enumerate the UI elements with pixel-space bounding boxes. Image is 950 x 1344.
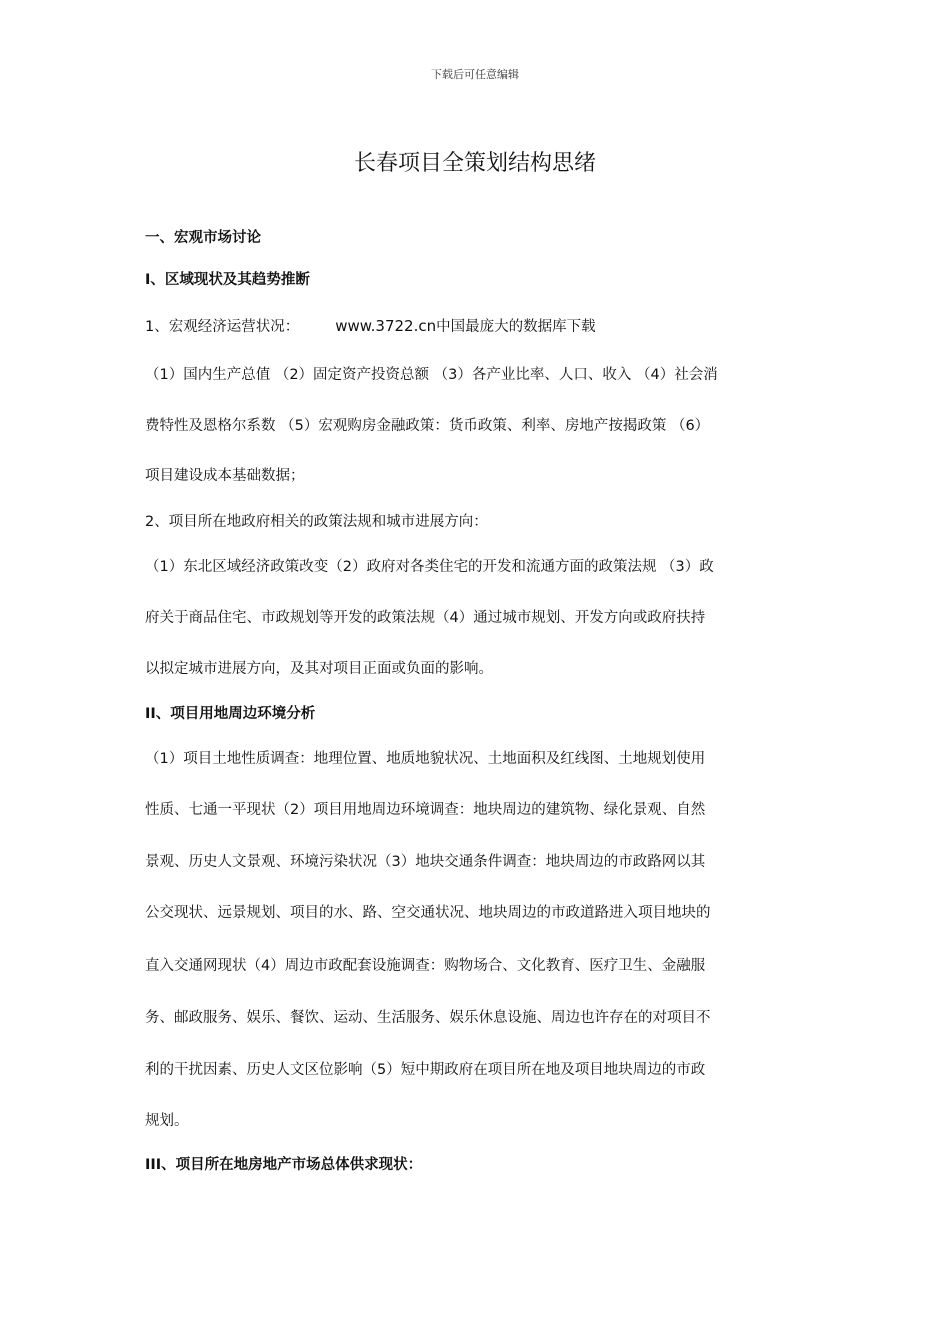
paragraph-line: 项目建设成本基础数据； [145,468,305,484]
paragraph-line: 府关于商品住宅、市政规划等开发的政策法规（4）通过城市规划、开发方向或政府扶持 [145,610,706,626]
paragraph-line: （1）项目土地性质调查：地理位置、地质地貌状况、土地面积及红线图、土地规划使用 [145,751,706,767]
item-label: 1、宏观经济运营状况： [145,319,300,335]
document-title: 长春项目全策划结构思绪 [353,151,596,176]
paragraph-line: 规划。 [145,1113,189,1129]
section-heading: 一、宏观市场讨论 [145,230,261,246]
paragraph-line: 公交现状、远景规划、项目的水、路、空交通状况、地块周边的市政道路进入项目地块的 [145,905,711,921]
header-note: 下载后可任意编辑 [431,68,519,81]
paragraph-line: 直入交通网现状（4）周边市政配套设施调查：购物场合、文化教育、医疗卫生、金融服 [145,958,706,974]
paragraph-line: 利的干扰因素、历史人文区位影响（5）短中期政府在项目所在地及项目地块周边的市政 [145,1062,706,1078]
subsection-heading: II、项目用地周边环境分析 [145,706,316,722]
paragraph-line: 务、邮政服务、娱乐、餐饮、运动、生活服务、娱乐休息设施、周边也许存在的对项目不 [145,1010,711,1026]
paragraph-line: （1）东北区域经济政策改变（2）政府对各类住宅的开发和流通方面的政策法规 （3）政 [145,559,714,575]
website-link[interactable]: www.3722.cn [335,317,437,335]
paragraph-line: 以拟定城市进展方向，及其对项目正面或负面的影响。 [145,661,493,677]
website-caption: 中国最庞大的数据库下载 [436,319,596,335]
item-heading [145,316,807,337]
paragraph-line: 性质、七通一平现状（2）项目用地周边环境调查：地块周边的建筑物、绿化景观、自然 [145,802,706,818]
paragraph-line: （1）国内生产总值 （2）固定资产投资总额 （3）各产业比率、人口、收入 （4）社会消 [145,367,718,383]
paragraph-line: 费特性及恩格尔系数 （5）宏观购房金融政策：货币政策、利率、房地产按揭政策 （6） [145,418,710,434]
item-heading: 2、项目所在地政府相关的政策法规和城市进展方向： [145,514,488,530]
subsection-heading: III、项目所在地房地产市场总体供求现状： [145,1157,423,1173]
subsection-heading: I、区域现状及其趋势推断 [145,272,310,288]
paragraph-line: 景观、历史人文景观、环境污染状况（3）地块交通条件调查：地块周边的市政路网以其 [145,854,706,870]
